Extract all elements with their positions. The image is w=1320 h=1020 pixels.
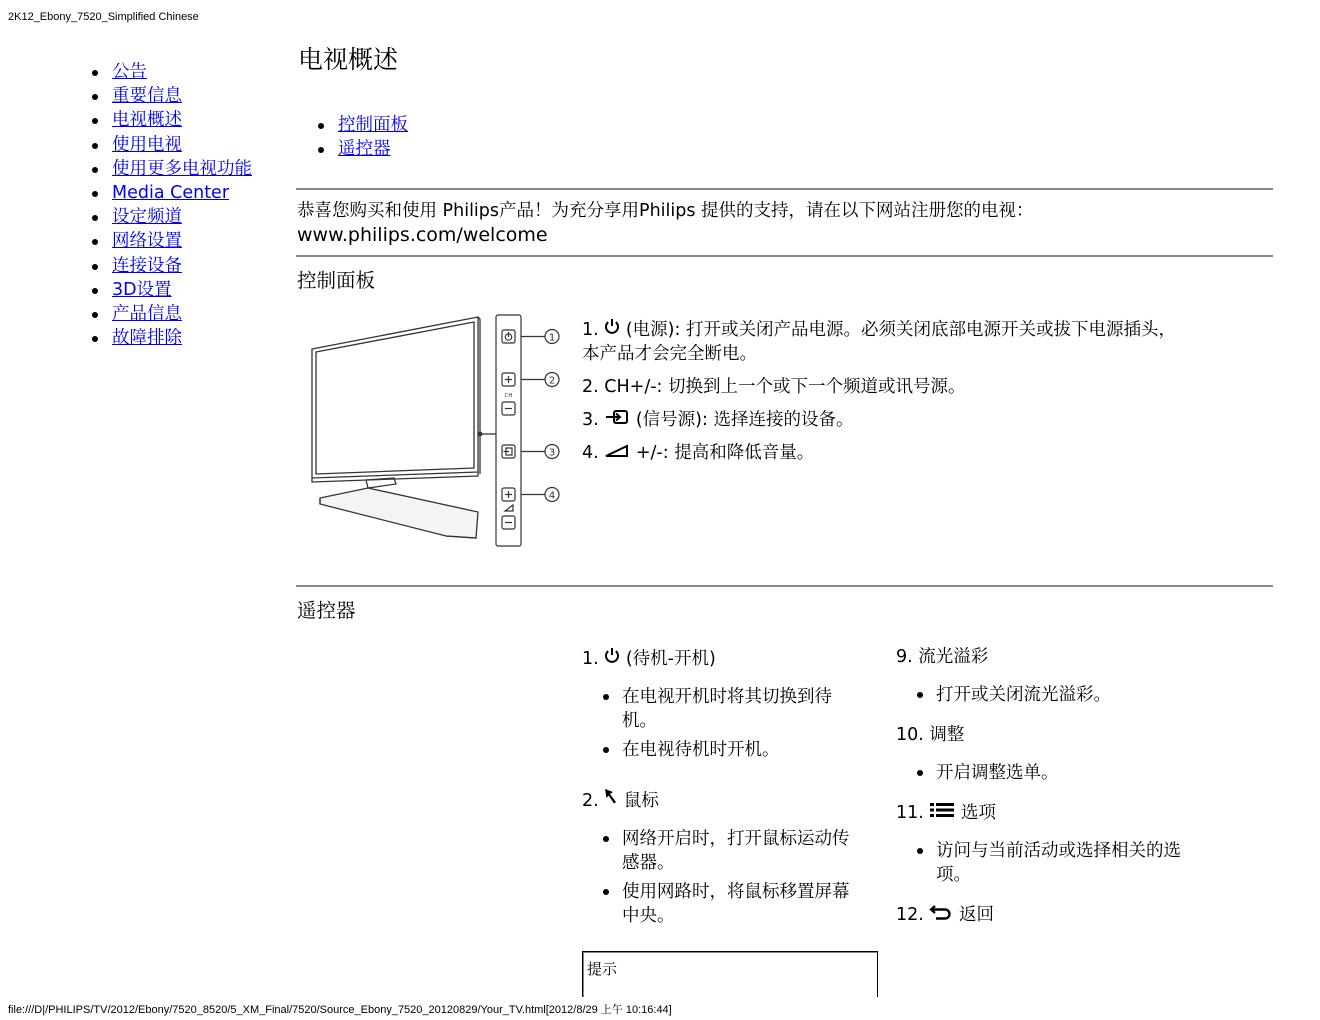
callout-3: 3 xyxy=(548,447,556,459)
toc-item xyxy=(92,108,252,132)
toc-link-network[interactable]: 网络设置 xyxy=(112,231,182,252)
toc-link-3d[interactable]: 3D设置 xyxy=(112,279,172,300)
list-item: 网络开启时，打开鼠标运动传感器。 xyxy=(622,827,862,875)
remote-column-left xyxy=(582,647,862,942)
toc-link-use-tv[interactable]: 使用电视 xyxy=(112,134,182,155)
item-number: 2. xyxy=(582,791,599,811)
toc-item xyxy=(92,205,252,229)
section-links xyxy=(318,113,408,161)
control-item-source xyxy=(582,408,1182,432)
intro-paragraph xyxy=(297,199,1257,247)
item-text: (电源): 打开或关闭产品电源。必须关闭底部电源开关或拔下电源插头， 本产品才会完全断电。 xyxy=(582,320,1176,364)
control-panel-title: 控制面板 xyxy=(297,269,376,292)
list-item: 在电视待机时开机。 xyxy=(622,738,862,762)
callout-4: 4 xyxy=(548,490,556,502)
control-item-volume xyxy=(582,441,1182,465)
standby-bullets xyxy=(582,685,862,762)
item-number: 10. xyxy=(896,725,924,745)
list-item: 访问与当前活动或选择相关的选项。 xyxy=(936,841,1181,885)
table-of-contents xyxy=(92,60,252,350)
toc-item xyxy=(92,326,252,350)
ambilight-bullets xyxy=(896,683,1181,707)
remote-item-options xyxy=(896,801,1181,825)
toc-item xyxy=(92,84,252,108)
toc-link-product-info[interactable]: 产品信息 xyxy=(112,303,182,324)
page-title: 电视概述 xyxy=(298,45,399,74)
item-number: 1. xyxy=(582,320,599,340)
adjust-bullets xyxy=(896,761,1181,785)
tv-illustration xyxy=(312,317,496,538)
control-item-channel xyxy=(582,375,1182,399)
item-text: +/-: 提高和降低音量。 xyxy=(635,443,815,463)
item-number: 1. xyxy=(582,649,599,669)
item-number: 3. xyxy=(582,410,599,430)
remote-item-mouse xyxy=(582,788,862,813)
intro-url: www.philips.com/welcome xyxy=(297,224,548,246)
remote-item-back xyxy=(896,903,1181,927)
source-icon xyxy=(604,409,630,425)
item-heading: (待机-开机) xyxy=(625,649,716,669)
item-text: (信号源): 选择连接的设备。 xyxy=(635,410,854,430)
item-heading: 调整 xyxy=(929,725,965,745)
power-icon xyxy=(604,647,620,664)
intro-text: 恭喜您购买和使用 Philips产品！为充分享用Philips 提供的支持，请在以下网站注册您的电视： xyxy=(297,201,1034,221)
item-number: 9. xyxy=(896,647,913,667)
toc-item xyxy=(92,133,252,157)
remote-title: 遥控器 xyxy=(297,599,356,622)
cursor-icon xyxy=(604,788,618,806)
toc-link-important[interactable]: 重要信息 xyxy=(112,86,182,107)
back-icon xyxy=(929,904,953,920)
divider xyxy=(296,188,1273,190)
item-number: 2. xyxy=(582,377,599,397)
options-bullets xyxy=(896,839,1181,887)
file-path-footer: file:///D|/PHILIPS/TV/2012/Ebony/7520_8520/5_XM_Final/7520/Source_Ebony_7520_20120829/Your_TV.html[2012/8/29 上午 10:16:44] xyxy=(8,1004,672,1016)
tip-label: 提示 xyxy=(587,961,618,978)
toc-item xyxy=(92,229,252,253)
section-link-item xyxy=(318,113,408,137)
toc-item xyxy=(92,302,252,326)
toc-item xyxy=(92,278,252,302)
power-icon xyxy=(604,318,620,335)
toc-item xyxy=(92,254,252,278)
toc-item xyxy=(92,60,252,84)
section-link-item xyxy=(318,137,408,161)
document-header: 2K12_Ebony_7520_Simplified Chinese xyxy=(8,11,199,23)
item-text: CH+/-: 切换到上一个或下一个频道或讯号源。 xyxy=(604,377,966,397)
list-item: 使用网路时，将鼠标移置屏幕中央。 xyxy=(622,880,862,928)
list-item: 打开或关闭流光溢彩。 xyxy=(936,683,1181,707)
toc-link-connect[interactable]: 连接设备 xyxy=(112,255,182,276)
item-number: 12. xyxy=(896,905,924,925)
callout-2: 2 xyxy=(548,375,556,387)
mouse-bullets xyxy=(582,827,862,928)
toc-link-notice[interactable]: 公告 xyxy=(112,62,147,82)
item-heading: 选项 xyxy=(961,803,996,823)
section-link-control-panel[interactable]: 控制面板 xyxy=(338,115,408,135)
callout-1: 1 xyxy=(548,332,556,344)
divider xyxy=(296,255,1273,257)
divider xyxy=(296,585,1273,587)
toc-link-channels[interactable]: 设定频道 xyxy=(112,207,182,228)
remote-item-ambilight xyxy=(896,645,1181,669)
remote-item-adjust xyxy=(896,723,1181,747)
toc-link-troubleshooting[interactable]: 故障排除 xyxy=(112,328,182,349)
remote-column-right xyxy=(896,645,1181,927)
control-panel-list xyxy=(582,318,1182,474)
item-number: 4. xyxy=(582,443,599,463)
section-link-remote[interactable]: 遥控器 xyxy=(338,139,391,159)
toc-link-tv-overview[interactable]: 电视概述 xyxy=(112,110,182,131)
toc-link-more-features[interactable]: 使用更多电视功能 xyxy=(112,158,252,179)
remote-item-standby xyxy=(582,647,862,671)
item-number: 11. xyxy=(896,803,924,823)
item-heading: 返回 xyxy=(959,905,994,925)
tip-box xyxy=(582,951,878,997)
item-heading: 鼠标 xyxy=(623,791,659,811)
tv-control-panel-diagram xyxy=(306,312,568,550)
toc-item xyxy=(92,181,252,205)
toc-link-media-center[interactable]: Media Center xyxy=(112,182,230,203)
control-item-power xyxy=(582,318,1182,366)
list-item: 在电视开机时将其切换到待机。 xyxy=(622,685,862,733)
ch-label: CH xyxy=(504,393,513,399)
list-item: 开启调整选单。 xyxy=(936,761,1181,785)
volume-icon xyxy=(604,444,630,458)
item-heading: 流光溢彩 xyxy=(918,647,989,667)
menu-icon xyxy=(929,802,955,818)
side-panel xyxy=(496,315,559,546)
toc-item xyxy=(92,157,252,181)
